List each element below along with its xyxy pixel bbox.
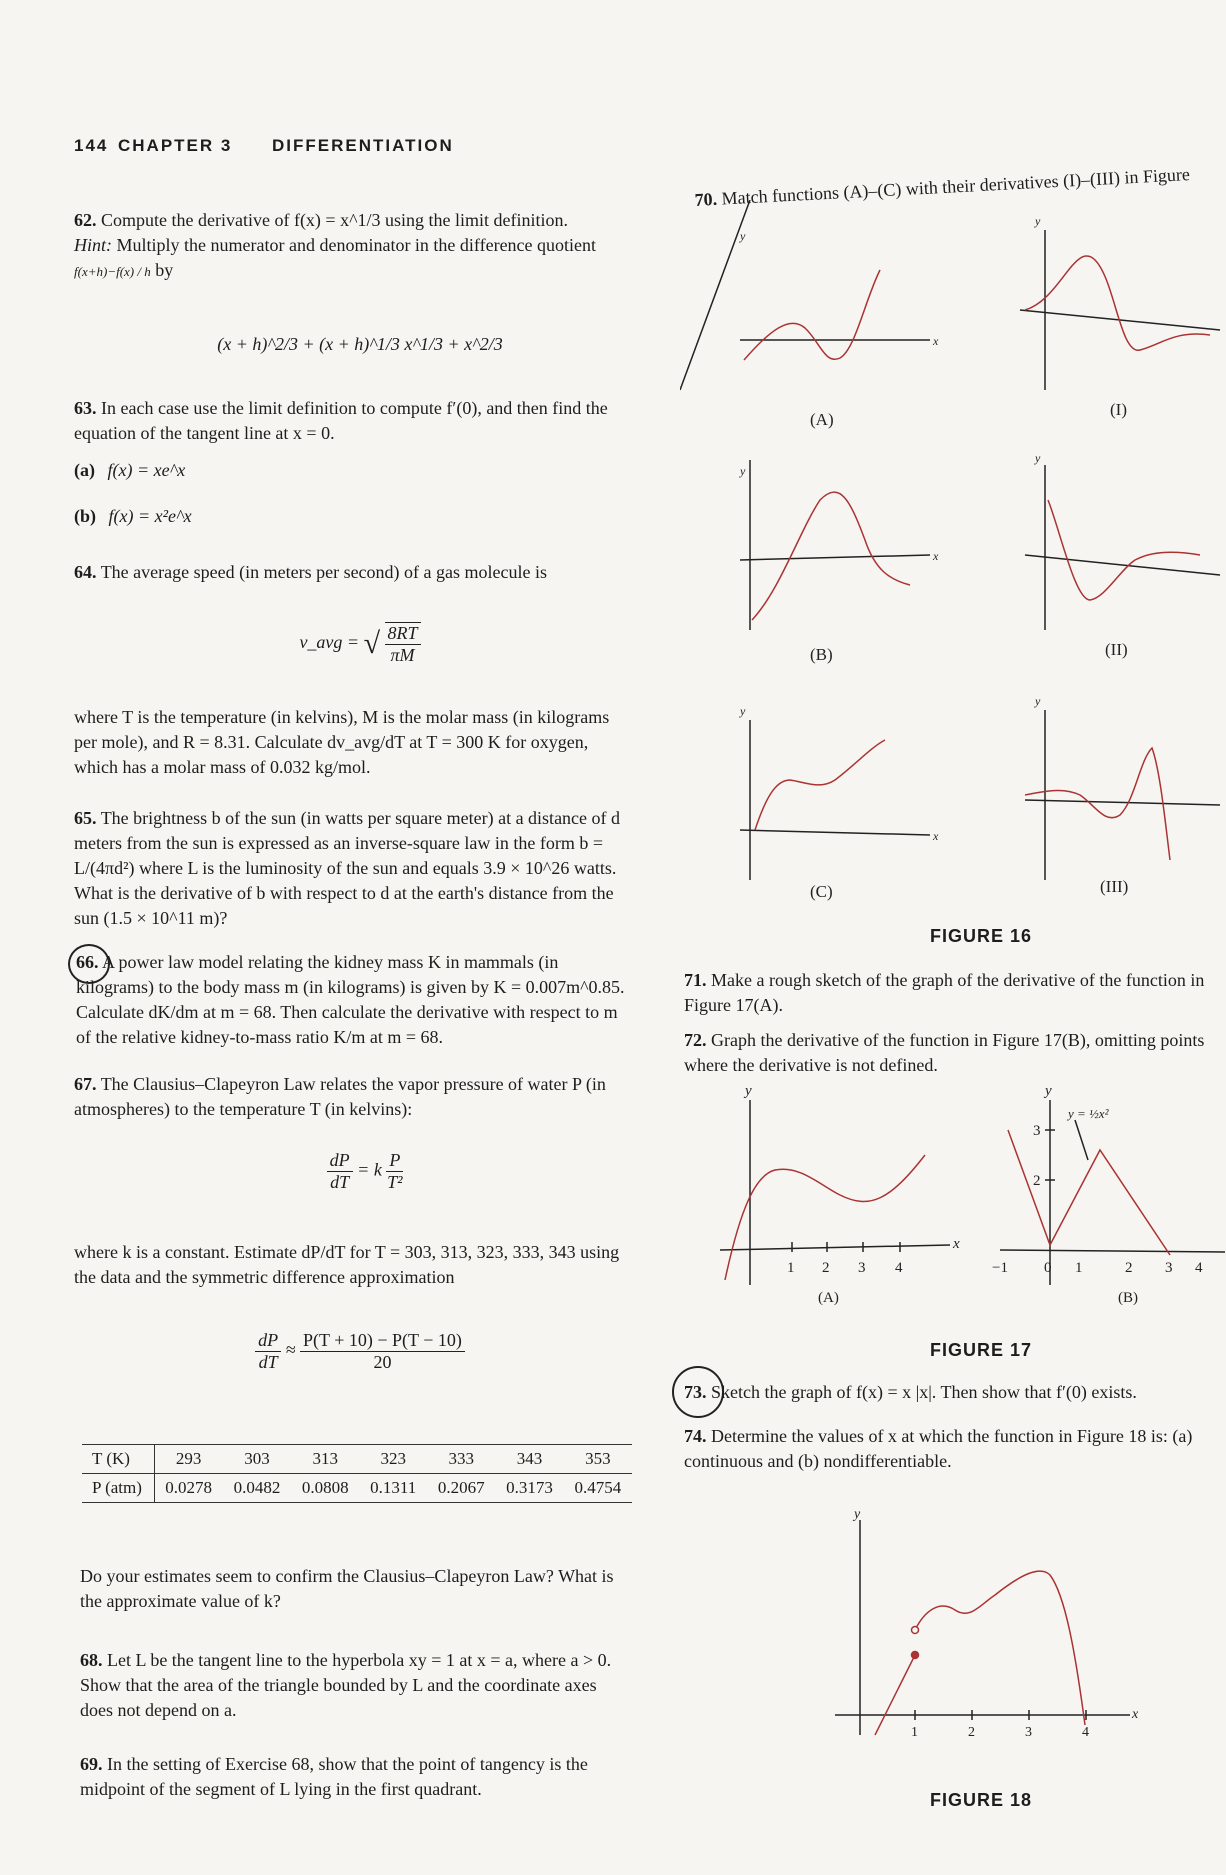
axis-label: y (1035, 214, 1041, 228)
table-cell: 343 (495, 1445, 563, 1474)
exercise-number: 64. (74, 562, 97, 582)
figure-17 (700, 1080, 1226, 1320)
label-III: (III) (1100, 877, 1129, 896)
table-cell: 0.0808 (301, 1478, 349, 1497)
axis-label: y (1035, 694, 1041, 708)
table-cell: 0.4754 (574, 1478, 622, 1497)
axis-label: y (740, 229, 746, 243)
tick-label: 0 (1044, 1260, 1052, 1276)
label-17B: (B) (1118, 1290, 1138, 1306)
exercise-63 (74, 396, 634, 446)
exercise-72 (684, 1028, 1224, 1078)
vavg-numerator: 8RT (385, 623, 421, 645)
by-word: by (155, 260, 174, 280)
x-axis (740, 830, 930, 835)
hint-label: Hint: (74, 235, 112, 255)
exercise-text: A power law model relating the kidney mass K in mammals (in kilograms) to the body mass m (in kilograms) is given by K = 0.007m^0.85. Calculate dK/dm at m = 68. Then calculate the derivative with respect to m of the relative kidney-to-mass ratio K/m at m = 68. (76, 952, 625, 1047)
table-cell: T (K) (82, 1445, 154, 1474)
axis-label: y (1045, 1083, 1052, 1099)
axis-label: y (740, 704, 746, 718)
exercise-text: In the setting of Exercise 68, show that the point of tangency is the midpoint of the segment of L lying in the first quadrant. (80, 1754, 588, 1799)
approx-lhs-bottom: dT (258, 1352, 278, 1372)
exercise-68 (80, 1648, 632, 1723)
vavg-denominator: πM (390, 645, 415, 665)
axis-label: x (933, 829, 939, 843)
law-lhs-top: dP (327, 1150, 353, 1172)
exercise-number: 71. (684, 970, 707, 990)
axis-label: y (745, 1083, 752, 1099)
curve-II (1048, 500, 1200, 600)
axis-label: y (740, 464, 746, 478)
exercise-text: Make a rough sketch of the graph of the derivative of the function in Figure 17(A). (684, 970, 1205, 1015)
clausius-clapeyron-law (290, 1150, 440, 1193)
graph-I (1020, 230, 1220, 390)
table-cell: 313 (291, 1445, 359, 1474)
tick-label: 2 (1125, 1260, 1133, 1276)
exercise-number: 66. (76, 952, 99, 972)
law-rhs-bottom: T² (387, 1172, 403, 1192)
part-label: (a) (74, 460, 95, 480)
table-cell: 0.2067 (437, 1478, 485, 1497)
approx-denominator: 20 (373, 1352, 392, 1372)
tick-label: 3 (1025, 1725, 1032, 1740)
vavg-formula: v_avg = √ $\frac{8RT}{\pi M}$ (290, 622, 430, 666)
table-cell: 333 (427, 1445, 495, 1474)
table-cell: 303 (223, 1445, 291, 1474)
exercise-text: The Clausius–Clapeyron Law relates the vapor pressure of water P (in atmospheres) to the temperature T (in kelvins): (74, 1074, 606, 1119)
table-cell: 0.1311 (370, 1478, 417, 1497)
part-label: (b) (74, 506, 96, 526)
tick-label: −1 (992, 1260, 1008, 1276)
approx-numerator: P(T + 10) − P(T − 10) (300, 1330, 465, 1352)
exercise-number: 65. (74, 808, 97, 828)
exercise-62 (74, 208, 634, 284)
curve-III (1025, 748, 1170, 860)
tick-label: 2 (968, 1725, 975, 1740)
exercise-number: 74. (684, 1426, 707, 1446)
law-lhs-bottom: dT (330, 1172, 350, 1192)
exercise-64 (74, 560, 634, 585)
table-cell: 0.3173 (506, 1478, 553, 1497)
x-axis (720, 1245, 950, 1250)
exercise-text: Compute the derivative of f(x) = x^1/3 using the limit definition. (101, 210, 569, 230)
label-17A: (A) (818, 1290, 839, 1306)
chapter-label: CHAPTER 3 (118, 136, 233, 155)
graph-III (1025, 710, 1220, 880)
exercise-67-instructions: where k is a constant. Estimate dP/dT for T = 303, 313, 323, 333, 343 using the data and the symmetric difference approximation (74, 1242, 620, 1287)
exercise-74 (684, 1424, 1224, 1474)
curve-pointer (1075, 1120, 1088, 1160)
curve-I (1025, 256, 1210, 350)
tick-label: 4 (1082, 1725, 1089, 1740)
exercise-number: 69. (80, 1754, 103, 1774)
axis-label: x (1132, 1707, 1139, 1722)
exercise-63-part-b (74, 504, 192, 529)
axis-label: y (854, 1510, 861, 1522)
exercise-64-details: where T is the temperature (in kelvins), M is the molar mass (in kilograms per mole), and R = 8.31. Calculate dv_avg/dT at T = 300 K for oxygen, which has a molar mass of 0.032 kg/mol. (74, 707, 610, 777)
exercise-66 (76, 950, 632, 1050)
exercise-text: The brightness b of the sun (in watts per square meter) at a distance of d meters from the sun is expressed as an inverse-square law in the form b = L/(4πd²) where L is the luminosity of the sun and equals 3.9 × 10^26 watts. What is the derivative of b with respect to d at the earth's distance from the sun (1.5 × 10^11 m)? (74, 808, 621, 928)
table-row (82, 1445, 632, 1474)
graph-A (680, 200, 930, 390)
exercise-number: 62. (74, 210, 97, 230)
exercise-text: Let L be the tangent line to the hyperbola xy = 1 at x = a, where a > 0. Show that the area of the triangle bounded by L and the coordinate axes does not depend on a. (80, 1650, 612, 1720)
curve-17B (1008, 1130, 1170, 1255)
open-point (912, 1627, 919, 1634)
exercise-text: Graph the derivative of the function in Figure 17(B), omitting points where the derivative is not defined. (684, 1030, 1205, 1075)
curve-label: y = ½x² (1068, 1106, 1109, 1121)
exercise-number: 63. (74, 398, 97, 418)
curve-A (744, 270, 880, 360)
graph-17A (720, 1100, 950, 1285)
label-B: (B) (810, 645, 833, 664)
exercise-text: Match functions (A)–(C) with their derivatives (I)–(III) in Figure (721, 164, 1191, 209)
symmetric-difference (220, 1330, 500, 1373)
pressure-table (82, 1445, 632, 1502)
tick-label: 3 (1165, 1260, 1173, 1276)
exercise-text: Determine the values of x at which the function in Figure 18 is: (a) continuous and (b) nondifferentiable. (684, 1426, 1193, 1471)
table-cell: 353 (564, 1445, 632, 1474)
chapter-title: DIFFERENTIATION (272, 136, 454, 155)
label-I: (I) (1110, 400, 1127, 419)
figure-16 (680, 200, 1226, 920)
graph-II (1025, 465, 1220, 630)
table-cell: P (atm) (82, 1474, 154, 1503)
exercise-73 (684, 1380, 1224, 1405)
difference-quotient: f(x+h)−f(x) / h (74, 264, 151, 279)
curve-segment-1 (875, 1655, 915, 1735)
law-equals: = k (357, 1159, 382, 1180)
exercise-text: Sketch the graph of f(x) = x |x|. Then show that f′(0) exists. (711, 1382, 1137, 1402)
part-expression: f(x) = xe^x (107, 460, 186, 480)
graph-C (740, 720, 930, 880)
axis-label: x (933, 334, 939, 348)
curve-C (755, 740, 885, 830)
table-cell: 323 (359, 1445, 427, 1474)
exercise-number: 70. (694, 188, 718, 210)
vavg-lhs: v_avg = (299, 632, 360, 653)
y-tick-label: 2 (1033, 1173, 1041, 1189)
exercise-text: The average speed (in meters per second) of a gas molecule is (100, 562, 547, 582)
x-axis (1000, 1250, 1225, 1252)
figure-18-title: FIGURE 18 (930, 1790, 1033, 1810)
exercise-number: 67. (74, 1074, 97, 1094)
exercise-71 (684, 968, 1224, 1018)
table-cell: 0.0278 (165, 1478, 213, 1497)
exercise-62-expression: (x + h)^2/3 + (x + h)^1/3 x^1/3 + x^2/3 (217, 334, 503, 354)
curve-segment-2 (915, 1571, 1085, 1725)
table-row (82, 1474, 632, 1503)
table-cell: 293 (154, 1445, 223, 1474)
exercise-number: 68. (80, 1650, 103, 1670)
axis-label: y (1035, 451, 1041, 465)
tick-label: 3 (858, 1260, 866, 1276)
tick-label: 1 (787, 1260, 795, 1276)
law-rhs-top: P (386, 1150, 403, 1172)
label-A: (A) (810, 410, 834, 429)
approx-lhs-top: dP (255, 1330, 281, 1352)
figure-18 (830, 1510, 1160, 1740)
tick-label: 4 (895, 1260, 903, 1276)
label-C: (C) (810, 882, 833, 901)
axis-label: x (933, 549, 939, 563)
closed-point (912, 1652, 919, 1659)
page-number: 144 (74, 136, 109, 155)
figure-17-title: FIGURE 17 (930, 1340, 1033, 1360)
graph-B (740, 460, 930, 630)
tick-label: 4 (1195, 1260, 1203, 1276)
y-tick-label: 3 (1033, 1123, 1041, 1139)
exercise-number: 72. (684, 1030, 707, 1050)
exercise-67-question: Do your estimates seem to confirm the Clausius–Clapeyron Law? What is the approximate value of k? (80, 1566, 614, 1611)
tick-label: 1 (911, 1725, 918, 1740)
table-cell: 0.0482 (233, 1478, 281, 1497)
x-axis (740, 555, 930, 560)
hint-text: Multiply the numerator and denominator in the difference quotient (116, 235, 597, 255)
tick-label: 1 (1075, 1260, 1083, 1276)
approx-symbol: ≈ (285, 1339, 296, 1360)
x-axis (1025, 800, 1220, 805)
tick-label: 2 (822, 1260, 830, 1276)
label-II: (II) (1105, 640, 1128, 659)
exercise-69 (80, 1752, 632, 1802)
exercise-63-part-a (74, 458, 185, 483)
axis-label: x (953, 1236, 960, 1252)
exercise-number: 73. (684, 1382, 707, 1402)
exercise-text: In each case use the limit definition to compute f′(0), and then find the equation of the tangent line at x = 0. (74, 398, 608, 443)
figure-16-title: FIGURE 16 (930, 926, 1033, 946)
pressure-table-wrapper (82, 1444, 632, 1503)
part-expression: f(x) = x²e^x (108, 506, 192, 526)
exercise-65 (74, 806, 634, 931)
exercise-67 (74, 1072, 634, 1122)
